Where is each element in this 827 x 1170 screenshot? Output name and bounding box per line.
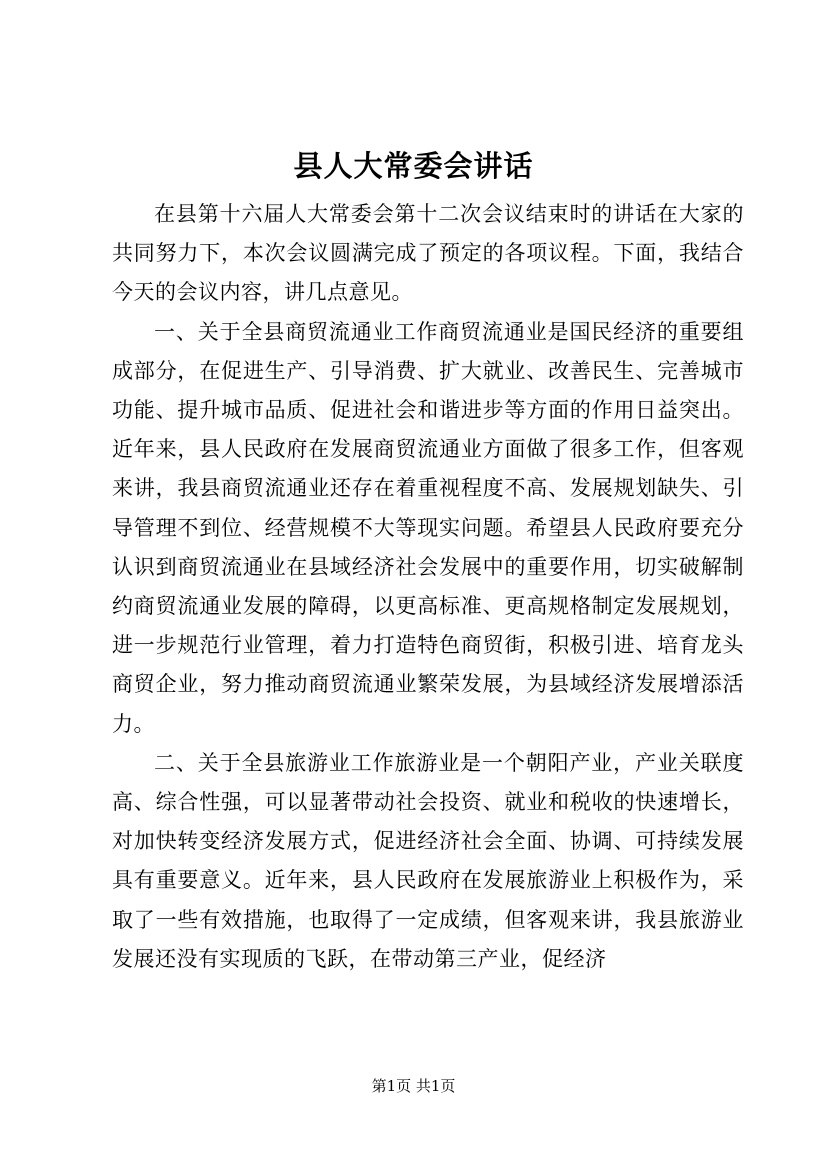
document-body — [112, 195, 744, 979]
paragraph-tourism: 二、关于全县旅游业工作旅游业是一个朝阳产业，产业关联度高、综合性强，可以显著带动社会投资、就业和税收的快速增长，对加快转变经济发展方式，促进经济社会全面、协调、可持续发展具有重要意义。近年来，县人民政府在发展旅游业上积极作为，采取了一些有效措施，也取得了一定成绩，但客观来讲，我县旅游业发展还没有实现质的飞跃，在带动第三产业，促经济 — [112, 750, 744, 971]
paragraph-intro: 在县第十六届人大常委会第十二次会议结束时的讲话在大家的共同努力下，本次会议圆满完成了预定的各项议程。下面，我结合今天的会议内容，讲几点意见。 — [112, 202, 744, 305]
page-number-footer: 第1页 共1页 — [371, 1077, 456, 1095]
document-title: 县人大常委会讲话 — [293, 149, 534, 183]
paragraph-commerce: 一、关于全县商贸流通业工作商贸流通业是国民经济的重要组成部分，在促进生产、引导消费、扩大就业、改善民生、完善城市功能、提升城市品质、促进社会和谐进步等方面的作用日益突出。近年来，县人民政府在发展商贸流通业方面做了很多工作，但客观来讲，我县商贸流通业还存在着重视程度不高、发展规划缺失、引导管理不到位、经营规模不大等现实问题。希望县人民政府要充分认识到商贸流通业在县域经济社会发展中的重要作用，切实破解制约商贸流通业发展的障碍，以更高标准、更高规格制定发展规划，进一步规范行业管理，着力打造特色商贸街，积极引进、培育龙头商贸企业，努力推动商贸流通业繁荣发展，为县域经济发展增添活力。 — [112, 319, 744, 736]
